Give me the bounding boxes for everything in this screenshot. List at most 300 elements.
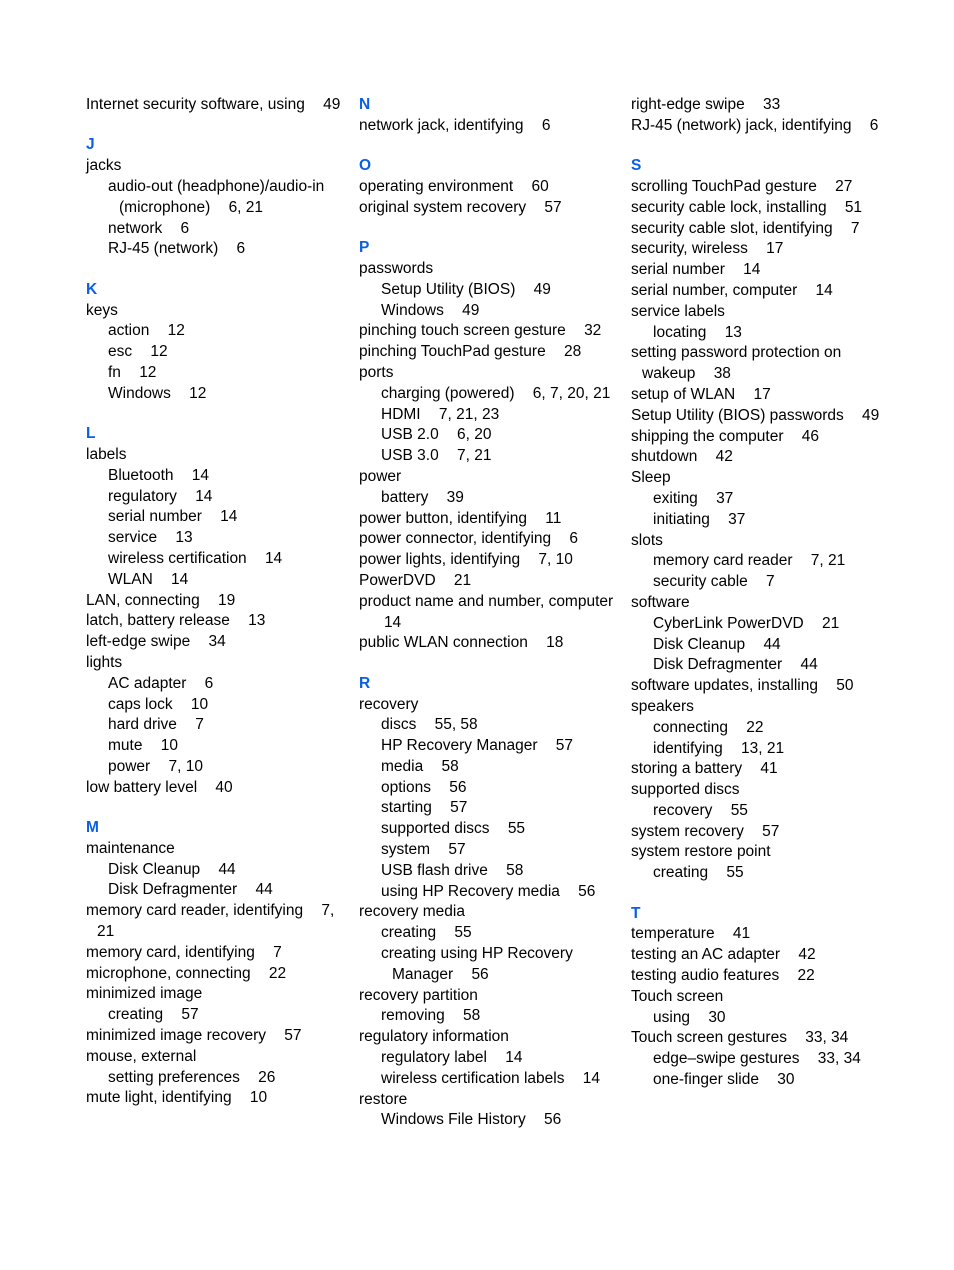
index-entry — [86, 95, 341, 116]
index-term: discs — [381, 716, 417, 734]
index-term: ports — [359, 363, 394, 381]
index-letter-heading: P — [359, 239, 370, 257]
index-term: software updates, installing — [631, 677, 818, 695]
page-reference: 55 — [454, 924, 472, 942]
index-column-1 — [86, 95, 341, 1109]
page-reference: 10 — [160, 737, 178, 755]
page-reference: 57 — [284, 1027, 302, 1045]
page-reference: 34 — [208, 633, 226, 651]
page-reference: 37 — [716, 489, 734, 507]
index-letter-heading: O — [359, 157, 372, 175]
page-reference: 14 — [171, 570, 189, 588]
index-subentry — [108, 342, 341, 363]
index-subentry — [653, 551, 891, 572]
index-term: speakers — [631, 697, 694, 715]
index-entry — [631, 842, 891, 863]
index-term: Setup Utility (BIOS) — [381, 280, 516, 298]
index-term: exiting — [653, 489, 698, 507]
page-reference: 56 — [449, 778, 467, 796]
index-term: regulatory label — [381, 1049, 487, 1067]
index-term: initiating — [653, 510, 710, 528]
index-subentry — [108, 1005, 341, 1026]
index-term: edge–swipe gestures — [653, 1050, 800, 1068]
index-term: service — [108, 529, 158, 547]
page-reference: 57 — [555, 737, 574, 755]
index-subentry — [653, 718, 891, 739]
index-entry — [359, 550, 614, 571]
index-term: Disk Defragmenter — [108, 881, 238, 899]
page-reference: 40 — [215, 778, 233, 796]
index-term: temperature — [631, 925, 715, 943]
index-entry — [359, 342, 614, 363]
index-term: keys — [86, 301, 118, 319]
page-reference: 60 — [531, 177, 549, 195]
page-reference: 6 — [204, 674, 214, 692]
index-subentry — [381, 384, 614, 405]
page-reference: 7 — [273, 943, 282, 961]
page-reference: 14 — [383, 613, 402, 631]
index-term: Disk Cleanup — [653, 635, 746, 653]
index-term: CyberLink PowerDVD — [653, 614, 804, 632]
page-reference: 32 — [584, 322, 602, 340]
index-term: creating using HP Recovery Manager — [381, 945, 573, 983]
index-entry — [359, 467, 614, 488]
index-subentry — [381, 1069, 614, 1090]
page-reference: 42 — [798, 946, 816, 964]
index-entry — [86, 1047, 341, 1068]
index-term: one-finger slide — [653, 1071, 759, 1089]
index-entry — [359, 116, 614, 137]
index-letter-heading: K — [86, 280, 98, 298]
index-subentry — [381, 446, 614, 467]
index-entry — [86, 632, 341, 653]
page-reference: 22 — [268, 964, 287, 982]
page-reference: 14 — [195, 487, 213, 505]
page-reference: 13 — [248, 612, 266, 630]
index-term: pinching TouchPad gesture — [359, 343, 546, 361]
index-term: action — [108, 322, 150, 340]
index-letter-heading: L — [86, 425, 96, 443]
page-reference: 28 — [563, 343, 582, 361]
index-entry — [86, 591, 341, 612]
page-reference: 14 — [191, 466, 209, 484]
index-subentry — [653, 655, 891, 676]
index-term: PowerDVD — [359, 571, 436, 589]
index-subentry — [381, 715, 614, 736]
index-entry — [631, 987, 891, 1008]
index-term: charging (powered) — [381, 384, 515, 402]
page-reference: 33, 34 — [817, 1050, 861, 1068]
index-term: serial number — [108, 508, 202, 526]
index-entry — [359, 259, 614, 280]
index-term: maintenance — [86, 839, 175, 857]
index-term: recovery partition — [359, 986, 478, 1004]
index-entry — [631, 343, 891, 385]
index-term: Sleep — [631, 469, 671, 487]
index-term: minimized image — [86, 985, 203, 1003]
index-subentry — [108, 363, 341, 384]
index-term: connecting — [653, 718, 728, 736]
index-term: Windows — [108, 384, 171, 402]
page-reference: 55 — [507, 820, 526, 838]
index-subentry — [108, 239, 341, 260]
index-subentry — [108, 860, 341, 881]
index-term: Windows — [381, 301, 444, 319]
index-subentry — [108, 1068, 341, 1089]
index-entry — [86, 984, 341, 1005]
index-term: network jack, identifying — [359, 116, 524, 134]
index-term: supported discs — [381, 820, 490, 838]
page-reference: 37 — [728, 510, 746, 528]
index-subentry — [653, 1070, 891, 1091]
page-reference: 14 — [743, 261, 761, 279]
index-subentry — [108, 570, 341, 591]
index-term: RJ-45 (network) jack, identifying — [631, 116, 852, 134]
page-reference: 7 — [766, 573, 775, 591]
page-reference: 30 — [777, 1071, 795, 1089]
page-reference: 57 — [448, 841, 466, 859]
index-entry — [86, 611, 341, 632]
index-entry — [631, 219, 891, 240]
index-subentry — [108, 528, 341, 549]
index-term: testing an AC adapter — [631, 946, 781, 964]
index-entry — [631, 116, 891, 137]
page-reference: 26 — [258, 1068, 276, 1086]
page-reference: 14 — [815, 281, 833, 299]
index-subentry — [653, 635, 891, 656]
index-entry — [86, 1088, 341, 1109]
page-reference: 12 — [150, 343, 168, 361]
index-entry — [86, 1026, 341, 1047]
index-subentry — [108, 674, 341, 695]
index-subentry — [108, 736, 341, 757]
index-entry — [359, 198, 614, 219]
page-reference: 44 — [255, 881, 273, 899]
index-subentry — [381, 301, 614, 322]
page-reference: 41 — [760, 760, 778, 778]
index-term: USB 2.0 — [381, 426, 439, 444]
index-term: creating — [381, 924, 437, 942]
index-entry — [359, 986, 614, 1007]
index-term: Setup Utility (BIOS) passwords — [631, 406, 844, 424]
index-term: battery — [381, 488, 429, 506]
index-term: using — [653, 1008, 691, 1026]
page-reference: 58 — [463, 1007, 481, 1025]
page-reference: 21 — [822, 614, 840, 632]
index-term: fn — [108, 363, 121, 381]
index-entry — [631, 239, 891, 260]
page-reference: 58 — [506, 861, 524, 879]
page-reference: 12 — [139, 363, 157, 381]
index-subentry — [108, 487, 341, 508]
index-column-2 — [359, 95, 614, 1131]
index-term: audio-out (headphone)/audio-in (microphone) — [108, 177, 325, 216]
index-term: creating — [653, 864, 709, 882]
index-entry — [631, 780, 891, 801]
page-reference: 57 — [450, 799, 468, 817]
index-entry — [631, 198, 891, 219]
page-reference: 22 — [797, 967, 815, 985]
page-reference: 33, 34 — [805, 1029, 849, 1047]
index-term: serial number — [631, 261, 725, 279]
index-subentry — [108, 384, 341, 405]
index-term: WLAN — [108, 570, 153, 588]
index-term: recovery — [653, 801, 713, 819]
index-subentry — [381, 488, 614, 509]
page-reference: 17 — [766, 240, 784, 258]
index-term: security, wireless — [631, 240, 748, 258]
index-term: microphone, connecting — [86, 964, 251, 982]
index-term: supported discs — [631, 781, 740, 799]
index-term: identifying — [653, 739, 723, 757]
index-entry — [359, 592, 614, 634]
index-term: Internet security software, using — [86, 96, 305, 113]
page-reference: 6, 20 — [456, 426, 492, 444]
index-entry — [359, 571, 614, 592]
index-letter-heading: J — [86, 136, 95, 154]
index-term: serial number, computer — [631, 281, 798, 299]
index-term: power — [359, 467, 402, 485]
index-entry — [86, 445, 341, 466]
index-term: Touch screen — [631, 987, 724, 1005]
page-reference: 21 — [453, 571, 472, 589]
index-entry — [631, 177, 891, 198]
index-term: network — [108, 219, 163, 237]
page-reference: 7, 10 — [168, 757, 203, 775]
index-entry — [631, 385, 891, 406]
index-entry — [631, 406, 891, 427]
page-reference: 27 — [835, 177, 853, 195]
page-reference: 11 — [545, 509, 562, 527]
page-reference: 51 — [844, 198, 863, 216]
index-term: starting — [381, 799, 432, 817]
index-term: power — [108, 757, 151, 775]
index-entry — [631, 822, 891, 843]
index-subentry — [108, 507, 341, 528]
page-reference: 7 — [195, 716, 204, 734]
page-reference: 10 — [249, 1089, 268, 1107]
index-term: security cable slot, identifying — [631, 219, 833, 237]
index-subentry — [381, 840, 614, 861]
page-reference: 44 — [763, 635, 781, 653]
page-reference: 7, 21 — [810, 552, 846, 570]
index-term: original system recovery — [359, 198, 527, 216]
page-reference: 49 — [462, 301, 480, 319]
index-subentry — [381, 1110, 614, 1131]
index-letter-heading: R — [359, 674, 371, 692]
index-subentry — [381, 280, 614, 301]
page-reference: 57 — [181, 1006, 199, 1024]
index-entry — [631, 759, 891, 780]
index-entry — [86, 653, 341, 674]
index-entry — [359, 509, 614, 530]
index-term: power lights, identifying — [359, 551, 521, 569]
page-reference: 13 — [724, 323, 742, 341]
page-reference: 12 — [167, 322, 185, 340]
index-entry — [359, 1027, 614, 1048]
index-entry — [86, 901, 341, 943]
index-entry — [359, 1090, 614, 1111]
index-term: minimized image recovery — [86, 1027, 267, 1045]
page-reference: 6 — [236, 240, 246, 258]
index-entry — [86, 839, 341, 860]
index-term: latch, battery release — [86, 612, 230, 630]
index-entry — [631, 676, 891, 697]
index-term: AC adapter — [108, 674, 187, 692]
page-reference: 13, 21 — [741, 739, 785, 757]
index-subentry — [108, 219, 341, 240]
page-reference: 7 — [850, 219, 860, 237]
index-subentry — [381, 736, 614, 757]
index-entry — [86, 301, 341, 322]
index-entry — [86, 156, 341, 177]
page-reference: 18 — [546, 634, 564, 652]
index-term: lights — [86, 653, 123, 671]
index-term: security cable — [653, 573, 748, 591]
page-reference: 14 — [582, 1069, 600, 1087]
index-entry — [359, 695, 614, 716]
index-subentry — [381, 757, 614, 778]
page-reference: 6, 7, 20, 21 — [532, 384, 611, 402]
index-term: security cable lock, installing — [631, 198, 827, 216]
page-reference: 57 — [762, 822, 780, 840]
page-reference: 10 — [190, 695, 209, 713]
page-reference: 44 — [218, 860, 236, 878]
index-subentry — [653, 572, 891, 593]
index-term: setup of WLAN — [631, 385, 736, 403]
page-reference: 58 — [441, 757, 459, 775]
index-term: caps lock — [108, 695, 173, 713]
index-term: public WLAN connection — [359, 634, 528, 652]
index-term: mute — [108, 737, 143, 755]
index-term: using HP Recovery media — [381, 882, 560, 900]
index-subentry — [381, 882, 614, 903]
index-term: wireless certification labels — [381, 1069, 565, 1087]
index-term: esc — [108, 343, 133, 361]
index-term: shutdown — [631, 448, 698, 466]
index-letter-heading: T — [631, 904, 641, 922]
index-term: pinching touch screen gesture — [359, 322, 566, 340]
index-term: Windows File History — [381, 1111, 526, 1129]
index-entry — [631, 447, 891, 468]
index-term: power connector, identifying — [359, 530, 552, 548]
page-reference: 7, 21 — [97, 902, 335, 941]
index-letter-heading: S — [631, 157, 642, 175]
index-subentry — [381, 798, 614, 819]
index-term: testing audio features — [631, 967, 780, 985]
index-term: HP Recovery Manager — [381, 737, 538, 755]
index-term: Disk Cleanup — [108, 860, 201, 878]
index-term: system restore point — [631, 843, 771, 861]
index-entry — [631, 1028, 891, 1049]
index-term: Bluetooth — [108, 466, 174, 484]
index-term: regulatory information — [359, 1028, 509, 1046]
index-subentry — [381, 923, 614, 944]
page-reference: 14 — [264, 549, 283, 567]
index-term: regulatory — [108, 487, 177, 505]
page-reference: 55 — [730, 801, 748, 819]
index-column-3 — [631, 95, 891, 1091]
index-term: left-edge swipe — [86, 633, 191, 651]
index-term: restore — [359, 1090, 408, 1108]
index-entry — [86, 778, 341, 799]
index-subentry — [108, 715, 341, 736]
page-reference: 7, 21 — [456, 447, 492, 465]
index-subentry — [653, 1008, 891, 1029]
index-term: system — [381, 841, 431, 859]
index-subentry — [381, 405, 614, 426]
index-term: shipping the computer — [631, 427, 784, 445]
page-reference: 39 — [446, 488, 464, 506]
page-reference: 49 — [533, 280, 551, 298]
page-reference: 12 — [189, 384, 207, 402]
index-term: HDMI — [381, 405, 421, 423]
index-term: memory card, identifying — [86, 943, 255, 961]
index-term: Disk Defragmenter — [653, 656, 783, 674]
page-reference: 33 — [762, 96, 781, 113]
index-term: memory card reader, identifying — [86, 902, 304, 920]
index-entry — [359, 633, 614, 654]
index-term: product name and number, computer — [359, 592, 614, 610]
index-term: storing a battery — [631, 760, 743, 778]
index-entry — [631, 260, 891, 281]
page-reference: 22 — [746, 718, 764, 736]
page-reference: 6, 21 — [228, 198, 264, 216]
index-term: locating — [653, 323, 707, 341]
page-reference: 56 — [471, 965, 489, 983]
page-reference: 49 — [323, 96, 341, 113]
index-term: slots — [631, 531, 663, 549]
index-term: setting password protection on wakeup — [631, 344, 842, 383]
index-entry — [359, 177, 614, 198]
index-subentry — [108, 177, 341, 219]
index-term: LAN, connecting — [86, 591, 200, 609]
index-entry — [631, 593, 891, 614]
page-reference: 55 — [726, 864, 744, 882]
index-subentry — [108, 757, 341, 778]
page-reference: 6 — [180, 219, 190, 237]
page-reference: 6 — [541, 116, 551, 134]
index-term: passwords — [359, 259, 434, 277]
index-subentry — [108, 549, 341, 570]
index-term: mouse, external — [86, 1047, 197, 1065]
index-subentry — [653, 323, 891, 344]
page-reference: 7, 21, 23 — [438, 405, 500, 423]
index-term: RJ-45 (network) — [108, 240, 219, 258]
page-reference: 56 — [578, 882, 596, 900]
page-reference: 46 — [801, 427, 820, 445]
index-letter-heading: N — [359, 96, 371, 113]
index-subentry — [653, 863, 891, 884]
index-term: memory card reader — [653, 552, 793, 570]
index-subentry — [108, 321, 341, 342]
index-subentry — [381, 944, 614, 986]
index-letter-heading: M — [86, 819, 99, 837]
index-term: media — [381, 757, 424, 775]
index-subentry — [381, 1006, 614, 1027]
index-subentry — [108, 695, 341, 716]
page-reference: 14 — [505, 1049, 523, 1067]
index-subentry — [653, 739, 891, 760]
index-term: scrolling TouchPad gesture — [631, 177, 817, 195]
page-reference: 56 — [543, 1111, 562, 1129]
page-reference: 30 — [708, 1008, 726, 1026]
index-entry — [631, 468, 891, 489]
index-subentry — [653, 801, 891, 822]
index-term: setting preferences — [108, 1068, 240, 1086]
page-reference: 42 — [715, 448, 733, 466]
index-term: jacks — [86, 157, 122, 175]
